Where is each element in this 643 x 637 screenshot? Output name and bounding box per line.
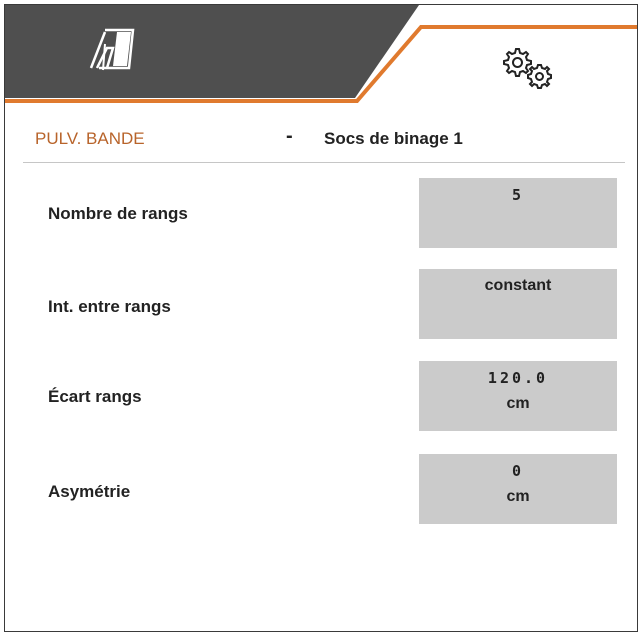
value-box-nombre-de-rangs[interactable] <box>419 178 617 248</box>
value-box-ecart-rangs[interactable] <box>419 361 617 431</box>
row-label-asymetrie: Asymétrie <box>48 482 131 501</box>
value-ecart-rangs: 120.0 <box>487 369 549 387</box>
mode-label: PULV. BANDE <box>35 129 145 148</box>
value-nombre-de-rangs: 5 <box>511 186 525 204</box>
tool-name: Socs de binage 1 <box>324 129 463 148</box>
row-label-int-entre-rangs: Int. entre rangs <box>48 297 171 316</box>
value-asymetrie: 0 <box>511 462 525 480</box>
tab-bar <box>5 5 637 105</box>
header-divider <box>23 162 625 163</box>
value-int-entre-rangs: constant <box>484 277 552 294</box>
value-box-asymetrie[interactable] <box>419 454 617 524</box>
screen-frame <box>4 4 638 632</box>
header-separator: - <box>286 125 293 147</box>
row-label-nombre-de-rangs: Nombre de rangs <box>48 204 188 223</box>
gears-icon[interactable] <box>494 43 558 93</box>
machine-icon[interactable] <box>87 24 143 74</box>
page-header <box>5 117 637 157</box>
unit-ecart-rangs: cm <box>506 395 530 412</box>
value-box-int-entre-rangs[interactable] <box>419 269 617 339</box>
unit-asymetrie: cm <box>506 488 530 505</box>
tab-machine-background[interactable] <box>5 5 419 98</box>
row-label-ecart-rangs: Écart rangs <box>48 387 142 406</box>
